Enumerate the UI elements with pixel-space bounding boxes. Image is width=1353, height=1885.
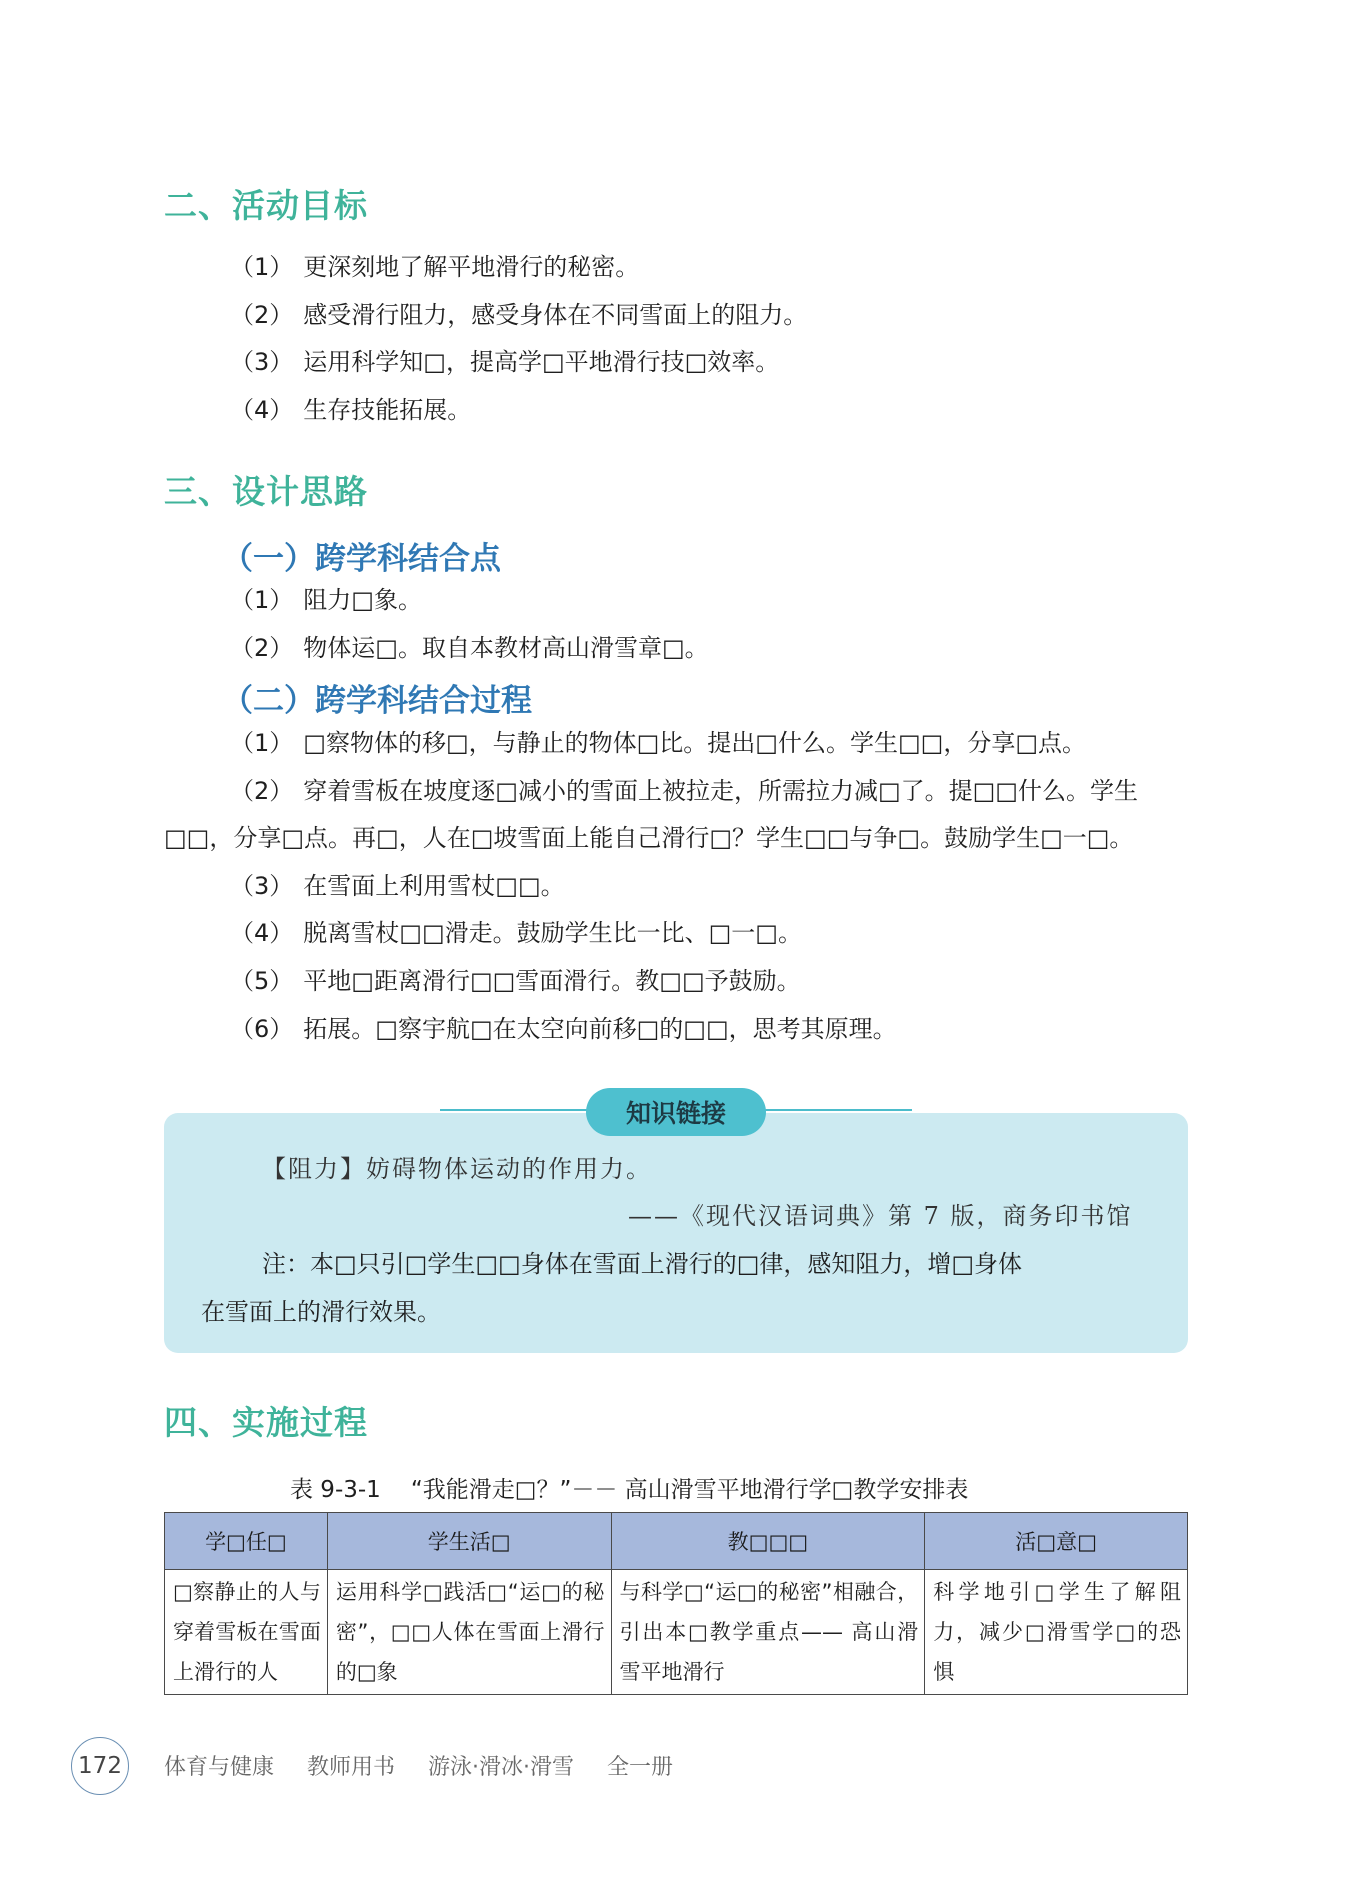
footer-book-title: 体育与健康	[164, 1755, 275, 1780]
table-caption-number: 表 9-3-1	[290, 1477, 381, 1503]
footer-book-topic: 游泳·滑冰·滑雪	[428, 1755, 575, 1780]
table-cell: 科学地引□学生了解阻力，减少□滑雪学□的恐惧	[925, 1570, 1188, 1695]
item-text: 穿着雪板在坡度逐□减小的雪面上被拉走，所需拉力减□了。提□□什么。学生	[303, 777, 1138, 805]
table-header-cell: 教□□□	[611, 1513, 925, 1570]
section-heading-implementation: 四、实施过程	[164, 1403, 368, 1442]
note-line-2: 在雪面上的滑行效果。	[201, 1298, 441, 1326]
knowledge-link-rule-left	[440, 1109, 588, 1111]
section-heading-goals: 二、活动目标	[164, 186, 368, 225]
item-number: （2）	[230, 634, 294, 662]
goal-item-1	[230, 252, 639, 282]
item-text: 物体运□。取自本教材高山滑雪章□。	[303, 634, 709, 662]
process-item-6	[230, 1014, 897, 1044]
process-item-2-continued: □□，分享□点。再□，人在□坡雪面上能自己滑行□？学生□□与争□。鼓励学生□一□。	[164, 824, 1134, 852]
goal-item-3	[230, 347, 779, 377]
item-number: （2）	[230, 777, 294, 805]
item-text: 平地□距离滑行□□雪面滑行。教□□予鼓励。	[303, 967, 801, 995]
subheading-cross-process: （二）跨学科结合过程	[222, 683, 532, 719]
item-text: 阻力□象。	[303, 586, 422, 614]
table-caption-title: “我能滑走□？”－－ 高山滑雪平地滑行学□教学安排表	[410, 1477, 969, 1503]
teaching-plan-table	[164, 1512, 1188, 1695]
goal-item-4	[230, 395, 471, 425]
cross-point-item-1	[230, 585, 422, 615]
item-number: （1）	[230, 729, 294, 757]
process-item-5	[230, 966, 801, 996]
item-number: （4）	[230, 919, 294, 947]
table-header-cell: 学生活□	[327, 1513, 611, 1570]
item-text: 感受滑行阻力，感受身体在不同雪面上的阻力。	[303, 301, 808, 329]
definition-text: 【阻力】妨碍物体运动的作用力。	[262, 1155, 652, 1183]
table-row	[165, 1570, 1188, 1695]
item-text: □察物体的移□，与静止的物体□比。提出□什么。学生□□，分享□点。	[303, 729, 1087, 757]
page-number: 172	[71, 1737, 129, 1795]
table-header-row	[165, 1513, 1188, 1570]
item-text: 生存技能拓展。	[303, 396, 472, 424]
section-heading-design: 三、设计思路	[164, 472, 368, 511]
item-number: （1）	[230, 586, 294, 614]
item-number: （1）	[230, 253, 294, 281]
footer-book-type: 教师用书	[307, 1755, 396, 1780]
definition-source: ——《现代汉语词典》第 7 版，商务印书馆	[628, 1202, 1133, 1230]
process-item-1	[230, 728, 1086, 758]
process-item-2	[230, 776, 1138, 806]
process-item-4	[230, 918, 802, 948]
table-header-cell: 活□意□	[925, 1513, 1188, 1570]
item-number: （3）	[230, 872, 294, 900]
item-number: （3）	[230, 348, 294, 376]
table-header-cell: 学□任□	[165, 1513, 328, 1570]
knowledge-link-title: 知识链接	[586, 1088, 766, 1136]
item-text: 脱离雪杖□□滑走。鼓励学生比一比、□一□。	[303, 919, 802, 947]
table-cell: 与科学□“运□的秘密”相融合，引出本□教学重点—— 高山滑雪平地滑行	[611, 1570, 925, 1695]
footer-book-info	[164, 1750, 699, 1781]
table-caption	[290, 1471, 968, 1504]
table-cell: 运用科学□践活□“运□的秘密”，□□人体在雪面上滑行的□象	[327, 1570, 611, 1695]
item-number: （4）	[230, 396, 294, 424]
note-line-1: 注：本□只引□学生□□身体在雪面上滑行的□律，感知阻力，增□身体	[262, 1250, 1023, 1278]
item-text: 拓展。□察宇航□在太空向前移□的□□，思考其原理。	[303, 1015, 897, 1043]
cross-point-item-2	[230, 633, 709, 663]
subheading-cross-points: （一）跨学科结合点	[222, 541, 501, 577]
item-number: （6）	[230, 1015, 294, 1043]
item-text: 运用科学知□，提高学□平地滑行技□效率。	[303, 348, 780, 376]
item-text: 更深刻地了解平地滑行的秘密。	[303, 253, 640, 281]
goal-item-2	[230, 300, 807, 330]
footer-book-volume: 全一册	[607, 1755, 674, 1780]
item-text: 在雪面上利用雪杖□□。	[303, 872, 565, 900]
table-cell: □察静止的人与穿着雪板在雪面上滑行的人	[165, 1570, 328, 1695]
item-number: （2）	[230, 301, 294, 329]
knowledge-link-rule-right	[764, 1109, 912, 1111]
item-number: （5）	[230, 967, 294, 995]
process-item-3	[230, 871, 565, 901]
